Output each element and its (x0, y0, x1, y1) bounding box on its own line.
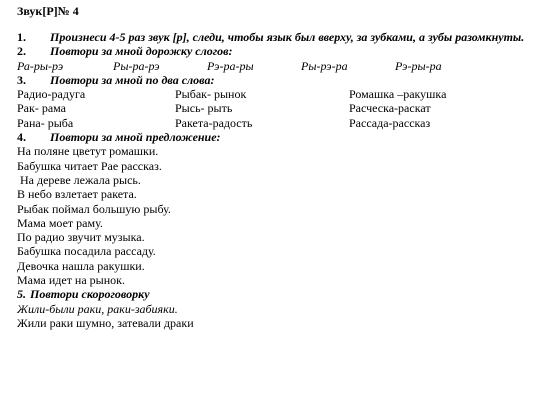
task-number: 5. (17, 287, 26, 302)
document-page (17, 4, 527, 330)
syllable-item: Ры-рэ-ра (301, 58, 348, 73)
syllable-item: Ра-ры-рэ (17, 58, 64, 73)
sentence-line: Мама идет на рынок. (17, 273, 125, 288)
task-5 (17, 287, 527, 301)
tongue-twister-line: Жили-были раки, раки-забияки. (17, 301, 178, 316)
task-3 (17, 73, 527, 87)
task-2 (17, 44, 527, 58)
task-text: Повтори за мной по два слова: (50, 72, 215, 87)
syllable-item: Рэ-ры-ра (395, 58, 442, 73)
word-pair: Рак- рама (17, 101, 66, 116)
task-number: 3. (17, 72, 26, 87)
sentence-line: Рыбак поймал большую рыбу. (17, 201, 171, 216)
task-text: Повтори скороговорку (30, 287, 150, 302)
task-number: 1. (17, 30, 26, 44)
word-pair: Расческа-раскат (349, 101, 431, 116)
word-pair-row (17, 87, 527, 101)
tongue-twister-line: Жили раки шумно, затевали драки (17, 315, 194, 330)
sentence-line: По радио звучит музыка. (17, 230, 145, 245)
word-pair: Ракета-радость (175, 115, 253, 130)
word-pair: Радио-радуга (17, 87, 86, 102)
word-pair-row (17, 116, 527, 130)
word-pair: Рана- рыба (17, 115, 74, 130)
syllable-row (17, 59, 527, 73)
word-pair: Рысь- рыть (175, 101, 233, 116)
task-text: Произнеси 4-5 раз звук [р], следи, чтобы язык был вверху, за зубками, а зубы разомкнуты. (50, 30, 525, 44)
task-text: Повтори за мной предложение: (50, 130, 221, 145)
sentence-line: Девочка нашла ракушки. (17, 258, 145, 273)
word-pair-row (17, 101, 527, 115)
task-1 (17, 30, 527, 44)
sentence-line: Бабушка читает Рае рассказ. (17, 158, 162, 173)
task-text: Повтори за мной дорожку слогов: (50, 44, 233, 59)
document-title: Звук[Р]№ 4 (17, 4, 79, 18)
task-number: 4. (17, 130, 26, 145)
syllable-item: Рэ-ра-ры (207, 58, 254, 73)
sentence-line: На дереве лежала рысь. (17, 172, 141, 187)
word-pair: Рыбак- рынок (175, 87, 247, 102)
sentence-line: Бабушка посадила рассаду. (17, 244, 156, 259)
sentence-line: Мама моет раму. (17, 215, 103, 230)
task-number: 2. (17, 44, 26, 59)
sentence-line: На поляне цветут ромашки. (17, 144, 159, 159)
word-pair: Рассада-рассказ (349, 115, 431, 130)
sentence-line: В небо взлетает ракета. (17, 187, 137, 202)
syllable-item: Ры-ра-рэ (113, 58, 160, 73)
word-pair: Ромашка –ракушка (349, 87, 447, 102)
task-4 (17, 130, 527, 144)
